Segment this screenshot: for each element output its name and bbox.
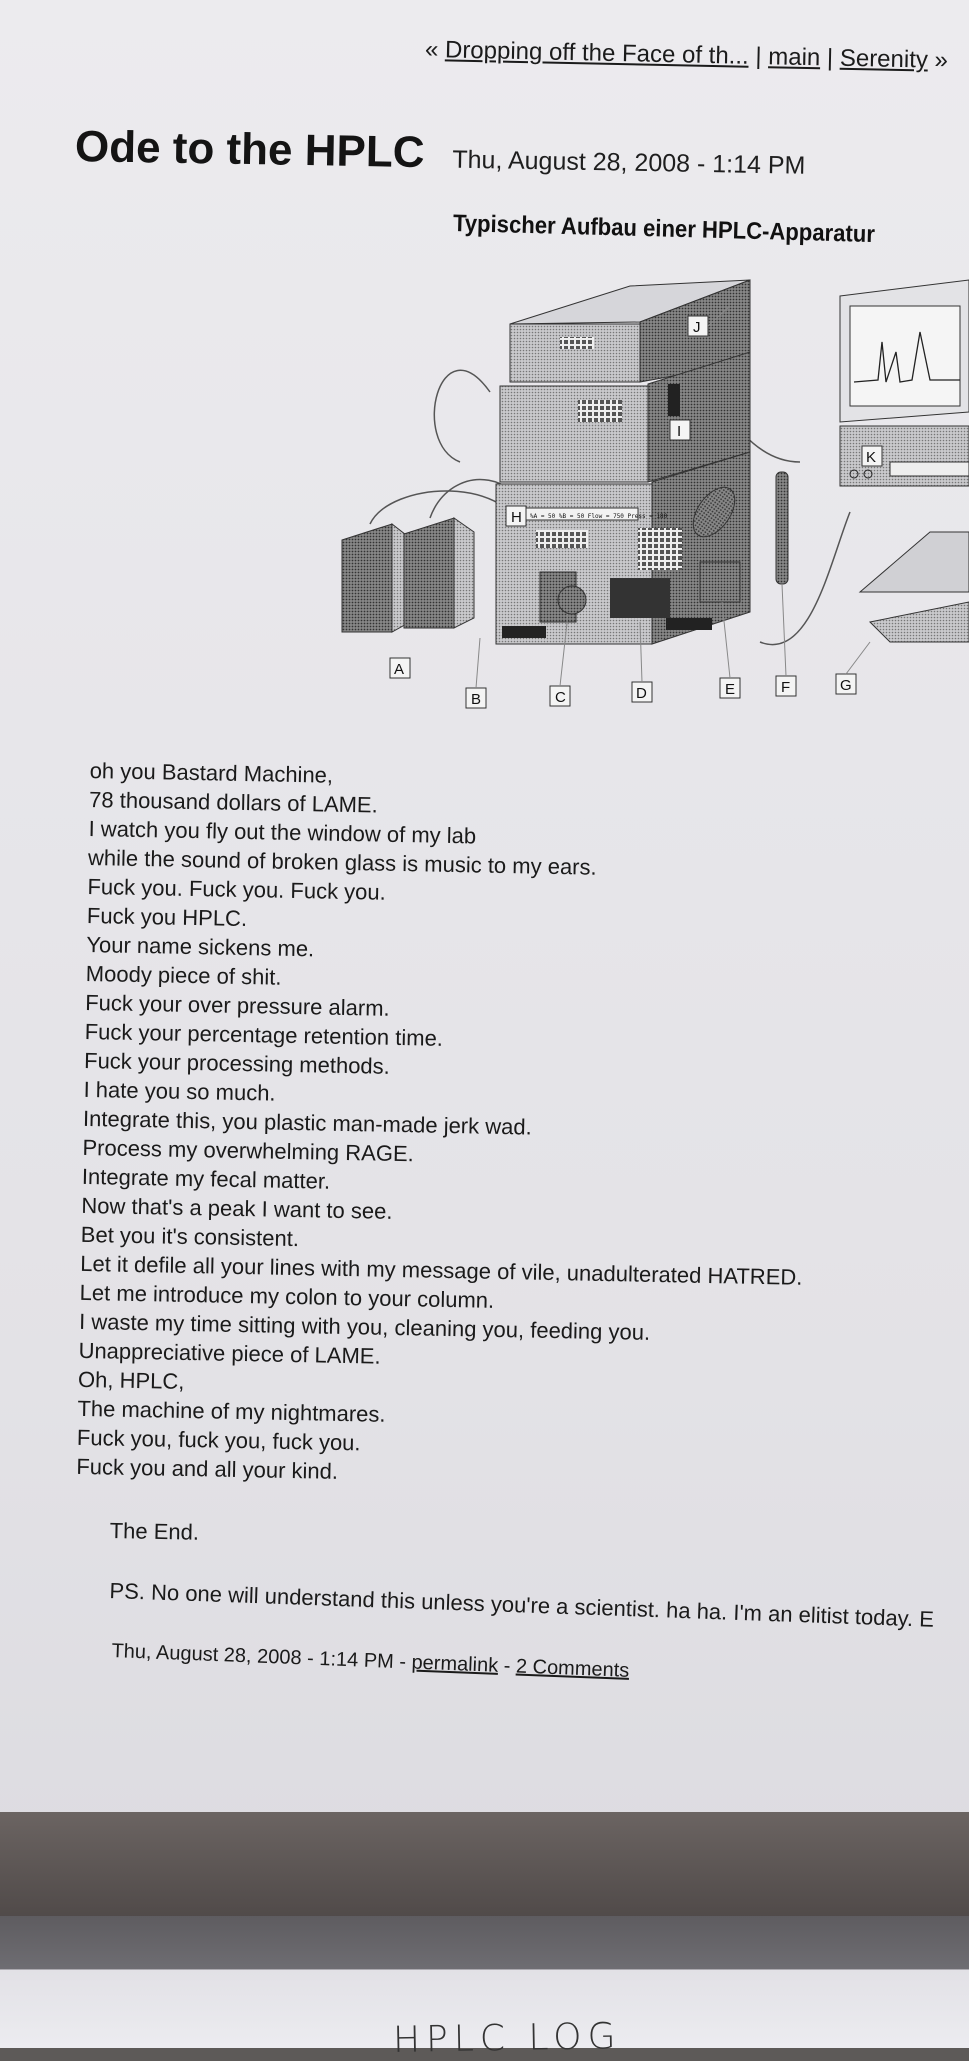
nav-next-arrow: » bbox=[927, 46, 949, 74]
poem-line: The machine of my nightmares. bbox=[77, 1395, 386, 1427]
poem-line: Integrate my fecal matter. bbox=[81, 1163, 331, 1194]
poem-line: Process my overwhelming RAGE. bbox=[82, 1134, 414, 1167]
next-post-link[interactable]: Serenity bbox=[839, 44, 929, 74]
post-title: Ode to the HPLC bbox=[74, 122, 425, 178]
handwritten-label: HPLC LOG bbox=[392, 2016, 622, 2061]
poem-line: Your name sickens me. bbox=[86, 931, 315, 962]
footer-separator: - bbox=[497, 1654, 517, 1678]
poem-line: I waste my time sitting with you, cleaning you, feeding you. bbox=[78, 1308, 651, 1345]
poem-line: Moody piece of shit. bbox=[85, 960, 282, 990]
hplc-stack bbox=[496, 280, 788, 644]
label-k: K bbox=[866, 449, 877, 466]
comments-link[interactable]: 2 Comments bbox=[515, 1655, 630, 1682]
poem-line: I hate you so much. bbox=[83, 1076, 276, 1106]
nav-prev-arrow: « bbox=[424, 36, 446, 64]
footer-separator: - bbox=[393, 1650, 412, 1674]
label-b: B bbox=[471, 691, 482, 708]
computer-workstation bbox=[840, 280, 969, 642]
poem-line: Fuck you. Fuck you. Fuck you. bbox=[87, 873, 387, 905]
label-d: D bbox=[636, 685, 647, 702]
poem-line: 78 thousand dollars of LAME. bbox=[88, 786, 378, 818]
permalink-link[interactable]: permalink bbox=[411, 1651, 499, 1677]
label-g: G bbox=[840, 677, 852, 694]
main-link[interactable]: main bbox=[767, 43, 821, 72]
label-i: I bbox=[677, 423, 682, 440]
poem-line: Fuck your processing methods. bbox=[83, 1047, 391, 1079]
footer-date: Thu, August 28, 2008 - 1:14 PM bbox=[111, 1640, 395, 1673]
label-j: J bbox=[693, 319, 701, 336]
prev-post-link[interactable]: Dropping off the Face of th... bbox=[444, 36, 749, 70]
poem-line: Bet you it's consistent. bbox=[80, 1221, 300, 1252]
poem-line: Let me introduce my colon to your column. bbox=[79, 1279, 495, 1313]
poem-line: I watch you fly out the window of my lab bbox=[88, 815, 477, 849]
poem-line: Fuck your over pressure alarm. bbox=[85, 989, 390, 1021]
poem-line: oh you Bastard Machine, bbox=[89, 757, 334, 788]
lcd-readout: %A = 50 %B = 50 Flow = 750 Press = 180 bbox=[530, 513, 668, 520]
label-a: A bbox=[394, 661, 405, 678]
poem-line: Fuck your percentage retention time. bbox=[84, 1018, 444, 1051]
page-shadow bbox=[0, 1812, 969, 1922]
poem-line: Integrate this, you plastic man-made jerk wad. bbox=[82, 1105, 532, 1140]
poem-line: Let it defile all your lines with my message of vile, unadulterated HATRED. bbox=[80, 1250, 803, 1290]
label-e: E bbox=[725, 681, 736, 698]
hplc-diagram bbox=[330, 262, 969, 722]
poem bbox=[76, 756, 812, 1495]
poem-line: Fuck you and all your kind. bbox=[76, 1453, 339, 1484]
label-h: H bbox=[511, 509, 522, 526]
post-date: Thu, August 28, 2008 - 1:14 PM bbox=[452, 145, 806, 180]
label-f: F bbox=[781, 679, 791, 696]
nav-separator: | bbox=[820, 44, 841, 72]
poem-line: Unappreciative piece of LAME. bbox=[78, 1337, 381, 1369]
label-c: C bbox=[555, 689, 566, 706]
poem-line: Now that's a peak I want to see. bbox=[81, 1192, 393, 1224]
poem-line: Fuck you HPLC. bbox=[86, 902, 248, 932]
poem-line: Fuck you, fuck you, fuck you. bbox=[76, 1424, 361, 1456]
postscript: PS. No one will understand this unless you're a scientist. ha ha. I'm an elitist today. E bbox=[109, 1578, 935, 1632]
nav-separator: | bbox=[748, 42, 769, 71]
solvent-bottles bbox=[342, 518, 474, 632]
poem-line: while the sound of broken glass is music to my ears. bbox=[87, 844, 597, 880]
poem-line: Oh, HPLC, bbox=[77, 1366, 185, 1394]
end-line: The End. bbox=[109, 1518, 200, 1545]
figure-title: Typischer Aufbau einer HPLC-Apparatur bbox=[452, 210, 876, 249]
